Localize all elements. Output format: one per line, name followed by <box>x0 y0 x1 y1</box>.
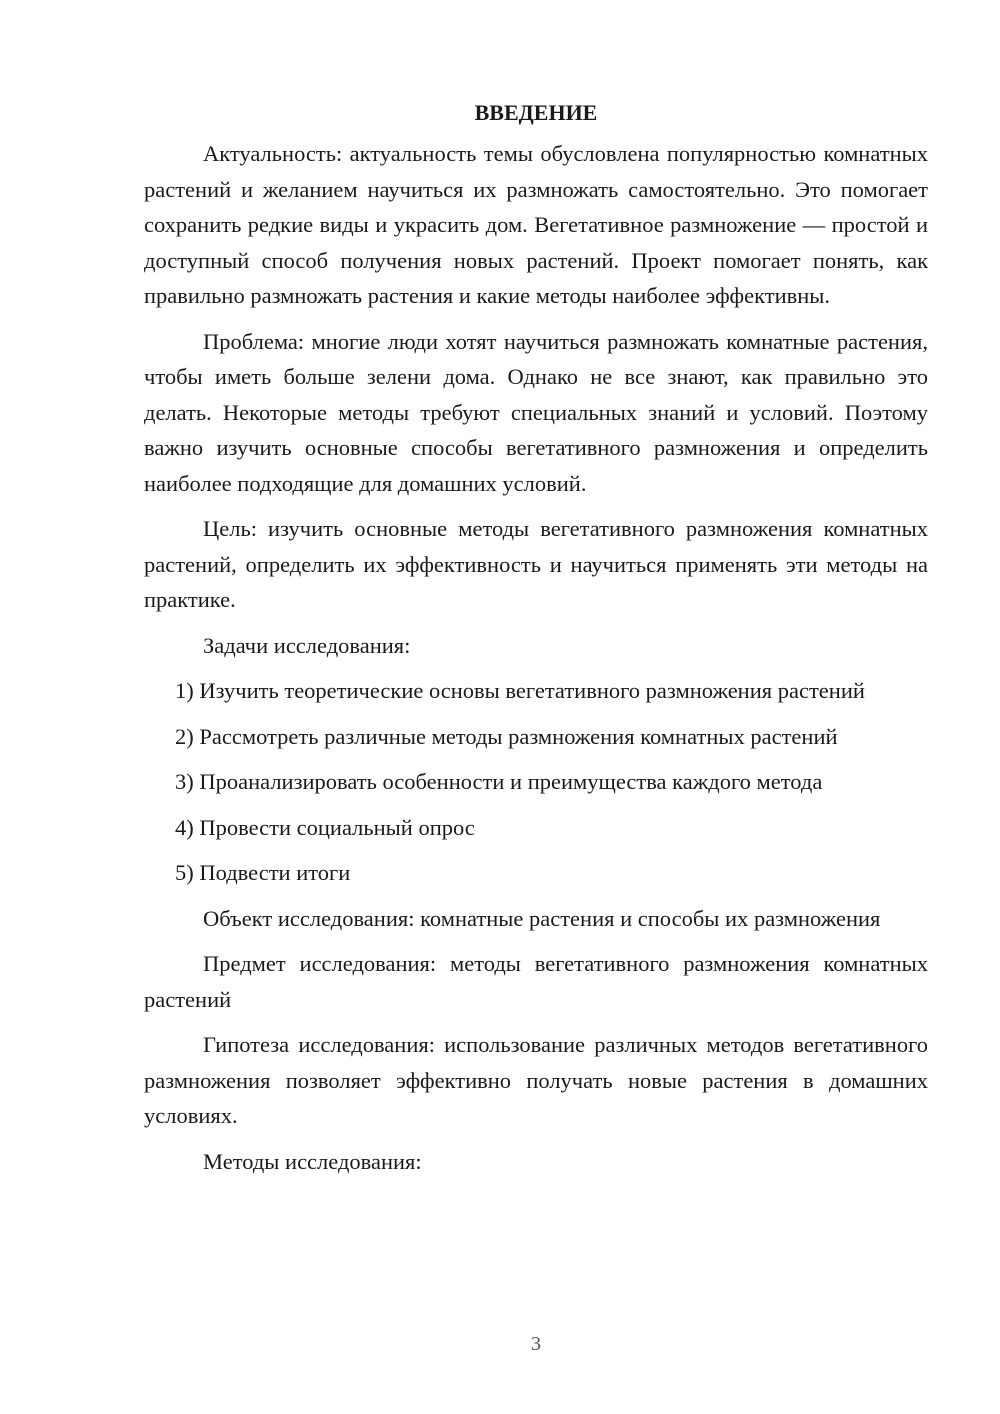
methods-heading: Методы исследования: <box>203 1148 422 1174</box>
document-body <box>144 95 928 1189</box>
task-item-1: 1) Изучить теоретические основы вегетативного размножения растений <box>175 678 865 703</box>
hypothesis-paragraph: Гипотеза исследования: использование различных методов вегетативного размножения позволяет эффективно получать новые растения в домашних условиях. <box>144 1032 928 1128</box>
subject-paragraph: Предмет исследования: методы вегетативного размножения комнатных растений <box>144 951 928 1012</box>
problem-paragraph: Проблема: многие люди хотят научиться размножать комнатные растения, чтобы иметь больше зелени дома. Однако не все знают, как правильно это делать. Некоторые методы требуют специальных знаний и условий. Поэтому важно изучить основные способы вегетативного размножения и определить наиболее подходящие для домашних условий. <box>144 328 928 496</box>
task-item-2: 2) Рассмотреть различные методы размножения комнатных растений <box>175 723 838 749</box>
section-title: ВВЕДЕНИЕ <box>474 100 598 125</box>
task-item-3: 3) Проанализировать особенности и преимущества каждого метода <box>175 769 823 794</box>
relevance-paragraph: Актуальность: актуальность темы обусловлена популярностью комнатных растений и желанием научиться их размножать самостоятельно. Это помогает сохранить редкие виды и украсить дом. Вегетативное размножение — простой и доступный способ получения новых растений. Проект помогает понять, как правильно размножать растения и какие методы наиболее эффективны. <box>144 141 928 308</box>
task-item-4: 4) Провести социальный опрос <box>175 814 475 840</box>
page-number: 3 <box>531 1333 541 1355</box>
task-item-5: 5) Подвести итоги <box>175 860 351 885</box>
object-paragraph: Объект исследования: комнатные растения и способы их размножения <box>203 905 881 931</box>
tasks-heading: Задачи исследования: <box>203 632 411 658</box>
goal-paragraph: Цель: изучить основные методы вегетативного размножения комнатных растений, определить их эффективность и научиться применять эти методы на практике. <box>144 516 928 612</box>
